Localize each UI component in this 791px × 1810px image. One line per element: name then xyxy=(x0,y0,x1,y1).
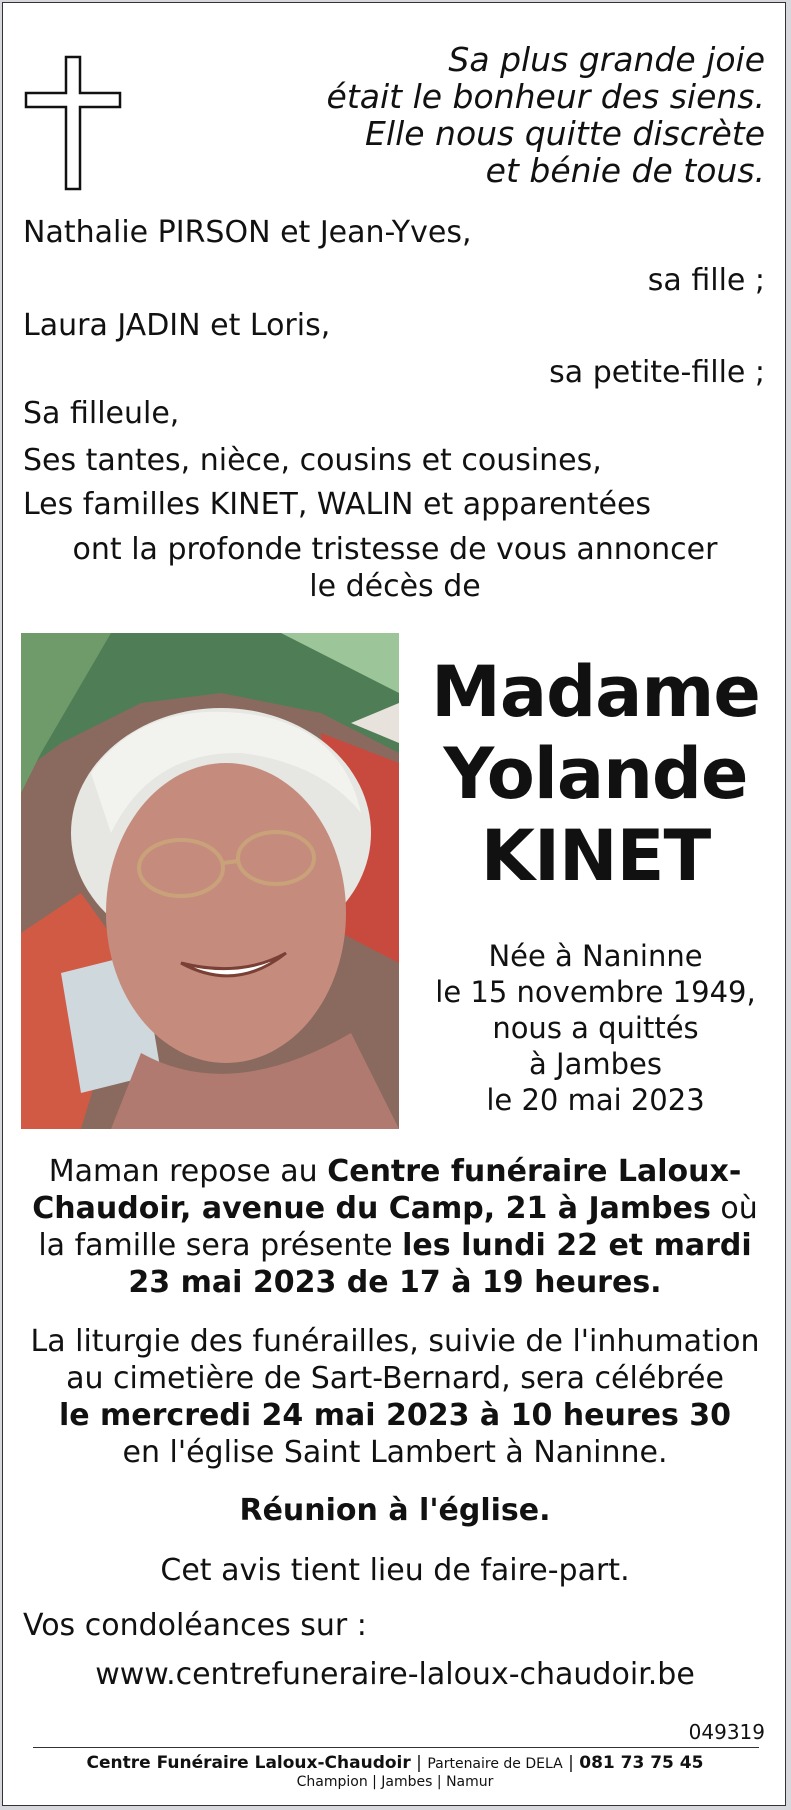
epigraph-line: Sa plus grande joie xyxy=(448,40,765,79)
life-dates-line: le 15 novembre 1949, xyxy=(435,975,756,1009)
visitation-paragraph xyxy=(23,1153,767,1301)
epigraph-line: Elle nous quitte discrète xyxy=(365,114,765,153)
footer-divider xyxy=(33,1747,759,1748)
family-line-goddaughter: Sa filleule, xyxy=(23,396,180,431)
footer-separator: | xyxy=(416,1753,422,1773)
visitation-dates: les lundi 22 et mardi 23 mai 2023 de 17 à 19 heures. xyxy=(128,1228,752,1300)
funeral-datetime: le mercredi 24 mai 2023 à 10 heures 30 xyxy=(58,1398,732,1433)
deceased-last-name: KINET xyxy=(480,815,711,897)
footer-separator: | xyxy=(568,1753,574,1773)
announcement-line: le décès de xyxy=(309,569,481,604)
announcement-line: ont la profonde tristesse de vous annoncer xyxy=(72,532,718,567)
footer-company-line xyxy=(3,1753,787,1773)
family-role-daughter: sa fille ; xyxy=(647,263,765,298)
funeral-location: en l'église Saint Lambert à Naninne. xyxy=(122,1435,668,1470)
visitation-text: Maman repose au xyxy=(48,1154,328,1189)
family-line-relatives: Ses tantes, nièce, cousins et cousines, xyxy=(23,443,602,478)
epigraph xyxy=(327,41,765,189)
visitation-text: où la famille sera présente xyxy=(38,1191,758,1263)
epigraph-line: était le bonheur des siens. xyxy=(326,77,765,116)
visitation-place: Centre funéraire Laloux-Chaudoir, avenue du Camp, 21 à Jambes xyxy=(32,1154,742,1226)
life-dates xyxy=(423,938,768,1118)
life-dates-line: Née à Naninne xyxy=(488,939,703,973)
reference-number: 049319 xyxy=(688,1720,765,1744)
deceased-title: Madame xyxy=(431,651,760,733)
meeting-note: Réunion à l'église. xyxy=(239,1493,551,1528)
funeral-paragraph xyxy=(23,1323,767,1471)
family-line-daughter: Nathalie PIRSON et Jean-Yves, xyxy=(23,215,472,250)
portrait-image xyxy=(21,633,399,1129)
life-dates-line: à Jambes xyxy=(529,1047,662,1081)
footer-partner: Partenaire de DELA xyxy=(427,1756,563,1772)
family-line-granddaughter: Laura JADIN et Loris, xyxy=(23,308,331,343)
obituary-notice xyxy=(2,2,786,1806)
notice-text: Cet avis tient lieu de faire-part. xyxy=(160,1553,630,1588)
family-line-families: Les familles KINET, WALIN et apparentées xyxy=(23,487,652,522)
deceased-first-name: Yolande xyxy=(443,733,748,815)
life-dates-line: le 20 mai 2023 xyxy=(486,1083,705,1117)
deceased-photo xyxy=(21,633,399,1129)
footer-phone: 081 73 75 45 xyxy=(579,1753,704,1773)
condolences-label: Vos condoléances sur : xyxy=(23,1608,367,1643)
footer-company: Centre Funéraire Laloux-Chaudoir xyxy=(86,1753,411,1773)
cross-icon xyxy=(24,55,122,191)
condolences-link[interactable]: www.centrefuneraire-laloux-chaudoir.be xyxy=(95,1657,695,1692)
footer-locations: Champion | Jambes | Namur xyxy=(296,1774,494,1790)
epigraph-line: et bénie de tous. xyxy=(485,151,765,190)
deceased-name xyxy=(423,651,768,897)
funeral-text: La liturgie des funérailles, suivie de l'inhumation au cimetière de Sart-Bernard, sera célébrée xyxy=(30,1324,760,1396)
family-role-granddaughter: sa petite-fille ; xyxy=(549,355,765,390)
life-dates-line: nous a quittés xyxy=(492,1011,699,1045)
